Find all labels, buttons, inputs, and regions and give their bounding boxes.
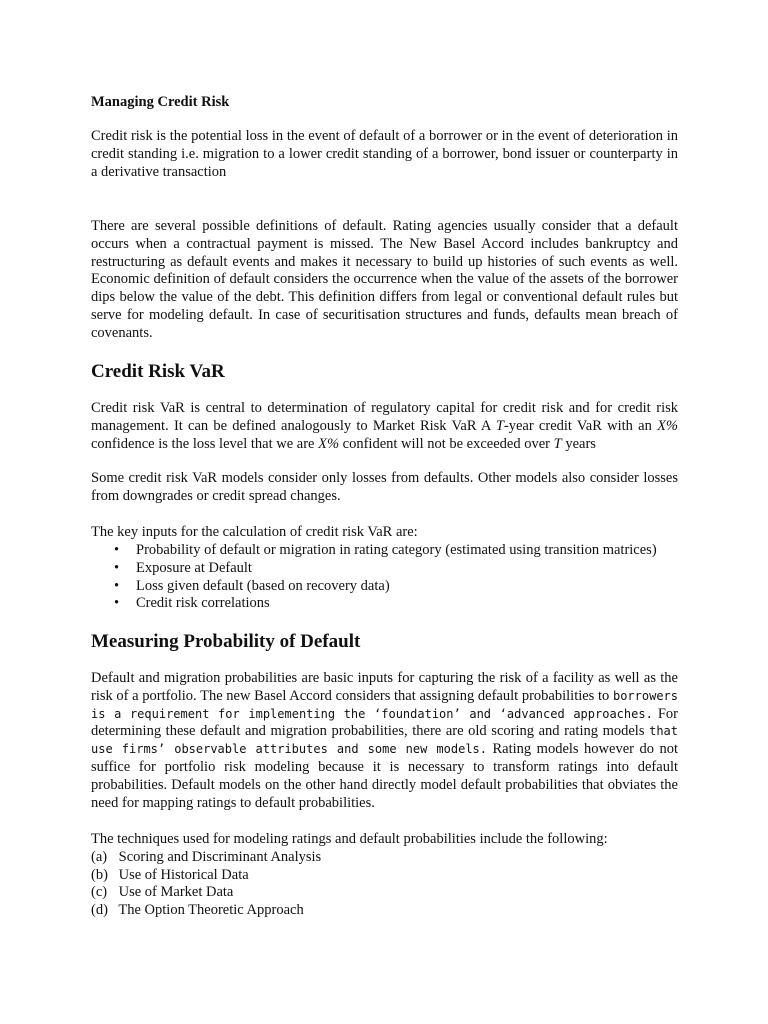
list-item: • Credit risk correlations <box>114 595 270 612</box>
list-item: • Loss given default (based on recovery data) <box>114 577 390 594</box>
section-heading-credit-risk-var: Credit Risk VaR <box>91 361 225 382</box>
document-title: Managing Credit Risk <box>91 94 230 110</box>
paragraph-var-models: Some credit risk VaR models consider only losses from defaults. Other models also consider losses from downgrades or credit spread changes. <box>91 470 678 504</box>
bullet-icon: • <box>114 577 120 594</box>
paragraph-key-inputs-intro: The key inputs for the calculation of credit risk VaR are: <box>91 524 418 540</box>
list-item: • Probability of default or migration in rating category (estimated using transition matrices) <box>114 542 657 558</box>
paragraph-credit-risk-var-definition: Credit risk VaR is central to determination of regulatory capital for credit risk and for credit risk management. It can be defined analogously to Market Risk VaR A T-year credit VaR with an X% confidence is the loss level that we are X% confident will not be exceeded over T years <box>91 400 678 452</box>
intro-paragraph-default-definitions: There are several possible definitions of default. Rating agencies usually consider that a default occurs when a contractual payment is missed. The New Basel Accord includes bankruptcy and restructuring as default events and makes it necessary to build up histories of such events as well. Economic definition of default considers the occurrence when the value of the assets of the borrower dips below the value of the debt. This definition differs from legal or conventional default rules but serve for modeling default. In case of securitisation structures and funds, defaults mean breach of covenants. <box>91 218 678 341</box>
intro-paragraph-credit-risk: Credit risk is the potential loss in the event of default of a borrower or in the event of deterioration in credit standing i.e. migration to a lower credit standing of a borrower, bond issuer or counterparty in a derivative transaction <box>91 128 678 180</box>
bullet-icon: • <box>114 559 120 576</box>
list-item: (a) Scoring and Discriminant Analysis <box>91 849 322 865</box>
techniques-list <box>91 849 651 920</box>
bullet-icon: • <box>114 595 120 612</box>
list-item: • Exposure at Default <box>114 559 252 576</box>
key-inputs-list <box>91 542 691 613</box>
list-item: (d) The Option Theoretic Approach <box>91 902 304 919</box>
section-heading-measuring-pd: Measuring Probability of Default <box>91 631 361 652</box>
list-item: (b) Use of Historical Data <box>91 866 249 883</box>
paragraph-default-migration-probabilities: Default and migration probabilities are basic inputs for capturing the risk of a facility as well as the risk of a portfolio. The new Basel Accord considers that assigning default probabilities to borrowers is a requirement for implementing the ‘foundation’ and ‘advanced approaches. For determining these default and migration probabilities, there are old scoring and rating models that use firms’ observable attributes and some new models. Rating models however do not suffice for portfolio risk modeling because it is necessary to transform ratings into default probabilities. Default models on the other hand directly model default probabilities that obviates the need for mapping ratings to default probabilities. <box>91 670 678 811</box>
list-item: (c) Use of Market Data <box>91 884 234 901</box>
paragraph-techniques-intro: The techniques used for modeling ratings and default probabilities include the following: <box>91 831 608 847</box>
bullet-icon: • <box>114 542 120 558</box>
